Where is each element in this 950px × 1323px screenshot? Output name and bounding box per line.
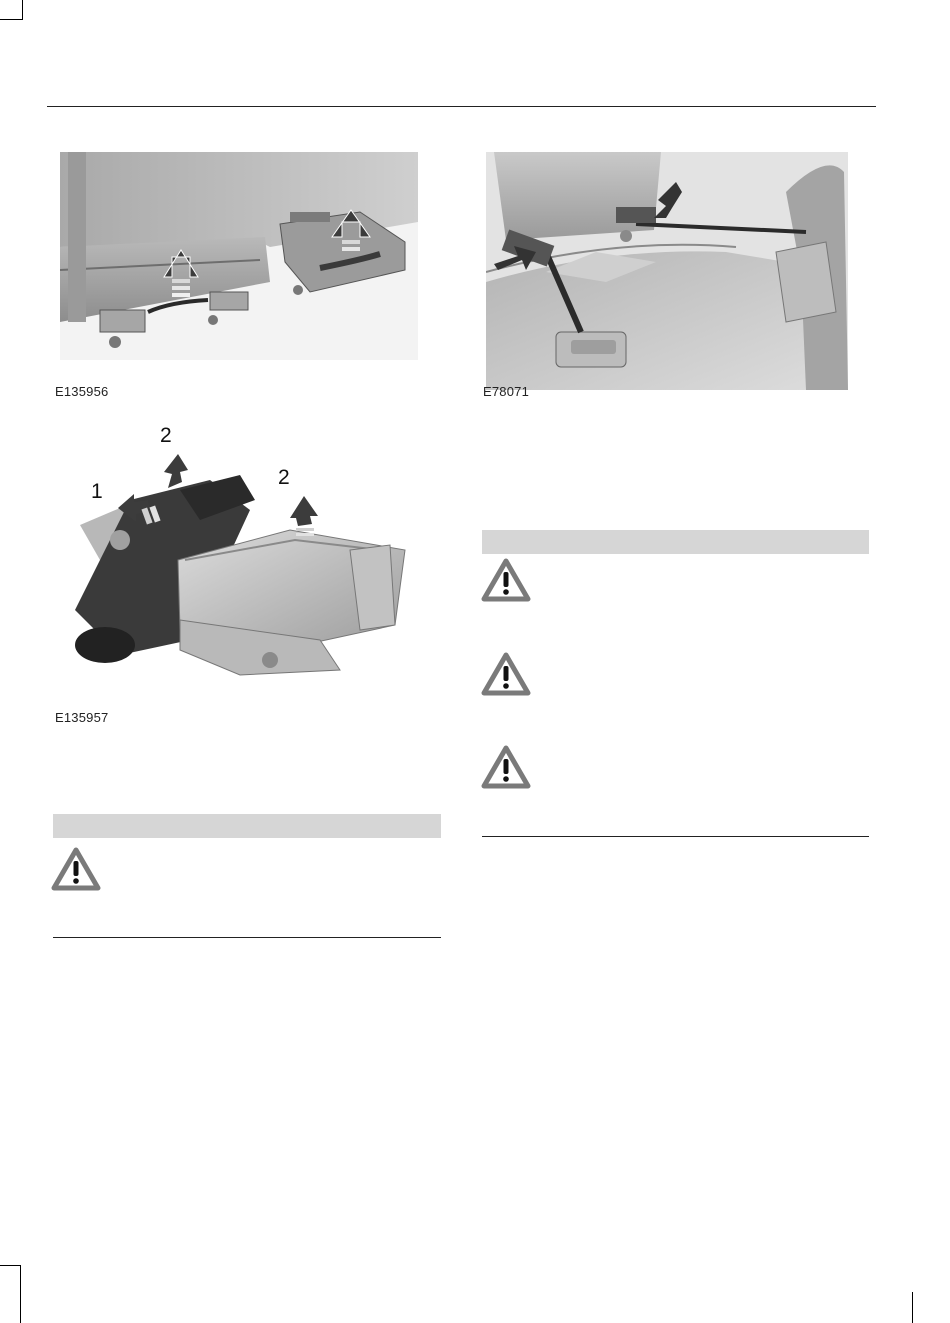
warning-triangle-icon xyxy=(481,745,531,789)
warning-triangle-icon xyxy=(481,558,531,602)
seat-fold-illustration xyxy=(60,420,420,690)
crop-mark xyxy=(22,0,23,20)
callout-arrow-icon xyxy=(158,450,198,490)
section-heading-bar xyxy=(53,814,441,838)
crop-mark xyxy=(20,1300,21,1323)
callout-arrow-icon xyxy=(284,490,324,540)
callout-arrow-icon xyxy=(110,490,170,535)
section-end-rule xyxy=(53,937,441,938)
warning-triangle-icon xyxy=(51,847,101,891)
headrest-strap-illustration xyxy=(486,152,848,390)
callout-label: 1 xyxy=(91,480,103,503)
callout-label: 2 xyxy=(160,424,172,447)
figure-id: E135956 xyxy=(55,384,109,399)
callout-label: 2 xyxy=(278,466,290,489)
warning-triangle-icon xyxy=(481,652,531,696)
crop-mark xyxy=(0,19,22,20)
section-end-rule xyxy=(482,836,869,837)
figure-id: E78071 xyxy=(483,384,530,399)
header-rule xyxy=(47,106,876,107)
crop-mark xyxy=(0,1265,20,1266)
section-heading-bar xyxy=(482,530,869,554)
seat-release-illustration xyxy=(60,152,418,360)
crop-mark xyxy=(912,1292,913,1323)
figure-id: E135957 xyxy=(55,710,109,725)
